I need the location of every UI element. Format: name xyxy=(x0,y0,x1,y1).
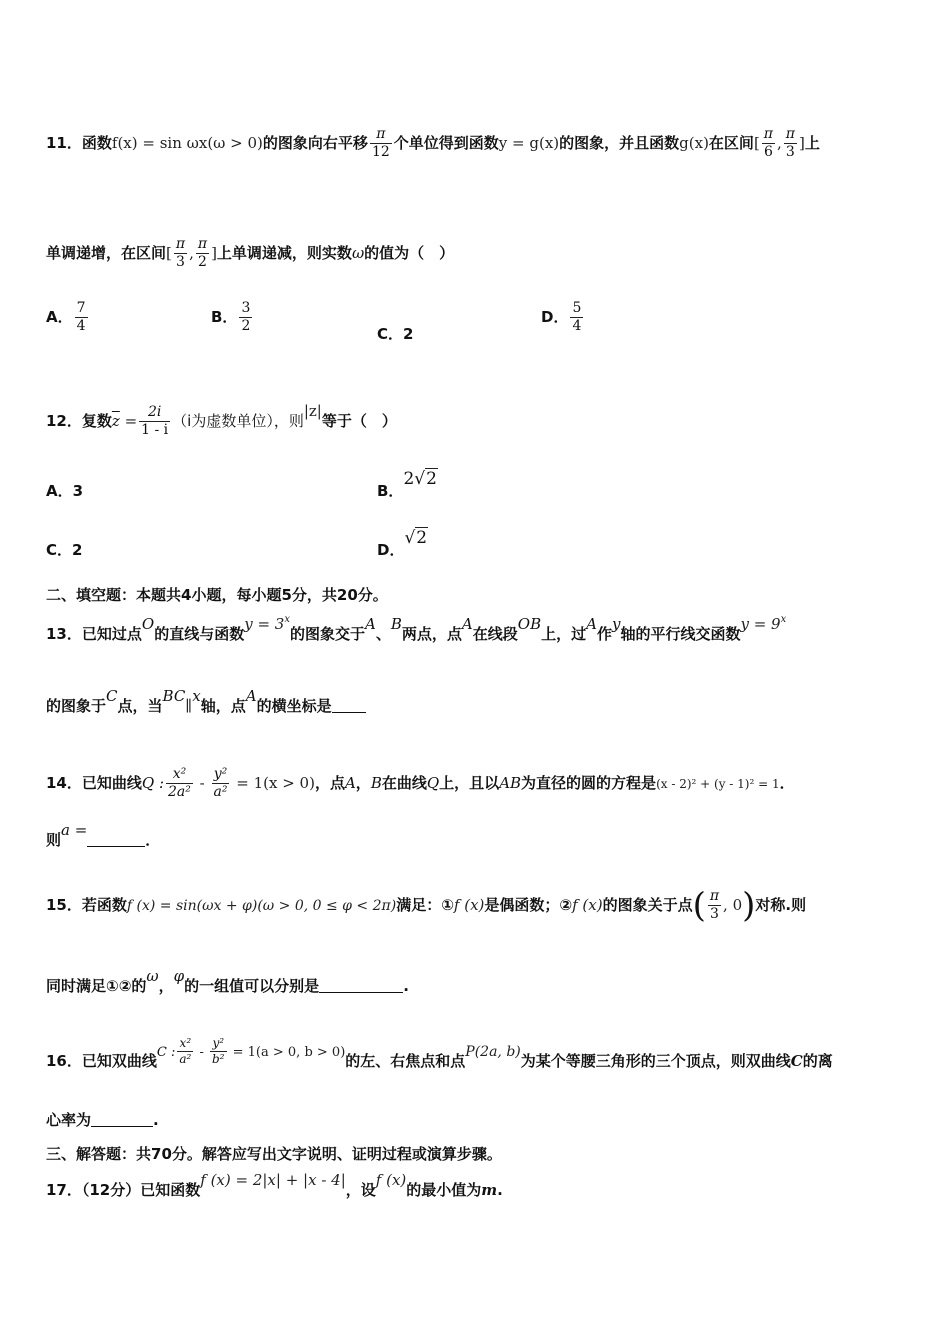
math-point-tail: , 0 xyxy=(723,896,743,914)
math-omega: ω xyxy=(351,244,365,262)
text: 的离 xyxy=(802,1052,833,1070)
math-f-x: f (x) xyxy=(453,896,485,914)
denominator: 4 xyxy=(76,318,86,334)
sqrt-expression: 2√2 xyxy=(403,469,437,489)
math-function-f: f (x) = sin(ωx + φ)(ω > 0, 0 ≤ φ < 2π) xyxy=(126,898,397,914)
q11-option-a[interactable] xyxy=(46,300,90,335)
math-curve-q: Q xyxy=(426,774,440,792)
math-minus: - xyxy=(194,774,210,792)
text: 函数 xyxy=(81,134,112,152)
text: 的图象，并且函数 xyxy=(559,134,680,152)
text: 上 xyxy=(804,134,820,152)
text: ． xyxy=(145,831,161,849)
fraction-y2 xyxy=(212,766,230,801)
text: . xyxy=(403,977,409,995)
text: 已知双曲线 xyxy=(81,1052,157,1070)
fraction-interval-b xyxy=(784,126,797,161)
text: 是偶函数；② xyxy=(484,896,573,914)
coefficient: 2 xyxy=(403,469,415,489)
answer-blank[interactable] xyxy=(91,1112,153,1127)
math-f-x: f (x) xyxy=(375,1171,407,1189)
text: . xyxy=(497,1181,503,1199)
denominator: 3 xyxy=(709,906,719,922)
text: ，设 xyxy=(345,1181,376,1199)
math-f-x: f (x) xyxy=(572,896,603,914)
denominator: 4 xyxy=(572,318,582,334)
text: 单调递增，在区间 xyxy=(46,244,167,262)
fraction-x2 xyxy=(177,1036,193,1067)
text: ， xyxy=(158,977,174,995)
fraction-shift xyxy=(370,126,392,161)
radicand: 2 xyxy=(416,528,428,548)
q12-option-c[interactable] xyxy=(46,539,82,560)
text: 复数 xyxy=(81,412,112,430)
math-curve-c: C : xyxy=(156,1045,176,1060)
text: （12分）已知函数 xyxy=(81,1181,201,1199)
math-point-a: A xyxy=(365,615,376,633)
math-point-a: A xyxy=(344,774,356,792)
text: 为某个等腰三角形的三个顶点，则双曲线 xyxy=(520,1052,791,1070)
math-point-a: A xyxy=(461,615,473,633)
text: 点，当 xyxy=(117,697,163,715)
q12-option-b[interactable] xyxy=(377,468,438,500)
text: 已知曲线 xyxy=(81,774,142,792)
option-fraction xyxy=(239,300,252,335)
text: 上，过 xyxy=(541,625,587,643)
text: 心率为 xyxy=(46,1111,92,1129)
option-label: A． xyxy=(46,482,73,500)
denominator: 3 xyxy=(785,144,795,160)
math-point-o: O xyxy=(141,615,155,633)
text: 作 xyxy=(596,625,612,643)
section-2-heading: 二、填空题：本题共4小题，每小题5分，共20分。 xyxy=(46,586,388,604)
option-text: 2 xyxy=(72,541,83,559)
text: 对称.则 xyxy=(755,896,807,914)
question-13-line-1 xyxy=(46,614,787,644)
text: 若函数 xyxy=(81,896,127,914)
question-number: 12． xyxy=(46,412,82,430)
math-m: m xyxy=(481,1181,498,1199)
denominator: 2 xyxy=(198,254,207,270)
fraction-pi-3 xyxy=(708,888,721,923)
math-point-c: C xyxy=(106,687,118,705)
numerator: π xyxy=(175,236,186,252)
text: . xyxy=(153,1111,159,1129)
text: 在曲线 xyxy=(381,774,427,792)
text: ，点 xyxy=(314,774,345,792)
math-segment-bc: BC xyxy=(162,687,186,705)
option-label: C． xyxy=(377,325,404,343)
question-14-line-2 xyxy=(46,821,161,850)
math-exponent: x xyxy=(284,614,290,625)
question-number: 13． xyxy=(46,625,82,643)
math-abs-z: |z| xyxy=(303,402,322,420)
numerator: π xyxy=(785,126,795,142)
option-fraction xyxy=(570,300,583,335)
text: 的一组值可以分别是 xyxy=(184,977,320,995)
denominator: 12 xyxy=(371,144,390,160)
text: ， xyxy=(355,774,371,792)
text: 满足：① xyxy=(396,896,454,914)
q12-option-a[interactable] xyxy=(46,480,83,501)
math-point-p: P(2a, b) xyxy=(465,1044,521,1060)
text: 等于（ ） xyxy=(321,412,397,430)
denominator: b² xyxy=(212,1052,225,1066)
math-hyperbola xyxy=(157,1036,345,1067)
math-exp-3x xyxy=(244,615,290,633)
math-point-b: B xyxy=(370,774,382,792)
radicand: 2 xyxy=(426,469,437,489)
math-point-a: A xyxy=(245,687,257,705)
text: 上，且以 xyxy=(439,774,500,792)
text: 在区间 xyxy=(708,134,754,152)
text: 的图象关于点 xyxy=(602,896,693,914)
question-14-line-1 xyxy=(46,766,795,801)
q11-option-c[interactable] xyxy=(377,323,413,344)
q11-option-d[interactable] xyxy=(541,300,585,335)
question-11-line-1: 11．函数f(x) = sin ωx(ω > 0)的图象向右平移 $\frac{\pi}{12}$ 个单位得到函数y = g(x)的图象，并且函数g(x)在区间[ $\frac{\pi}{6}$ , $\frac{\pi}{3}$ ]上 xyxy=(46,126,820,160)
text: 已知过点 xyxy=(81,625,142,643)
text: 为直径的圆的方程是 xyxy=(521,774,657,792)
section-3-heading: 三、解答题：共70分。解答应写出文字说明、证明过程或演算步骤。 xyxy=(46,1145,502,1163)
numerator: π xyxy=(709,888,720,904)
fraction-y2 xyxy=(210,1036,227,1067)
math-base: y = 3 xyxy=(244,615,285,633)
question-15-line-2 xyxy=(46,967,409,996)
numerator: π xyxy=(763,126,773,142)
question-number: 14． xyxy=(46,774,82,792)
fraction-x2 xyxy=(166,766,193,801)
fraction-interval2-a xyxy=(174,236,187,271)
numerator: π xyxy=(370,126,392,144)
text: 两点，点 xyxy=(401,625,462,643)
math-circle-equation: (x - 2)² + (y - 1)² = 1 xyxy=(656,777,780,791)
denominator: 2a² xyxy=(168,784,191,800)
fraction-interval2-b xyxy=(196,236,209,271)
text: 的图象交于 xyxy=(289,625,365,643)
math-minus: - xyxy=(195,1045,208,1060)
question-number: 15． xyxy=(46,896,82,914)
option-label: B． xyxy=(377,482,404,500)
numerator: 5 xyxy=(572,300,582,316)
question-number: 17． xyxy=(46,1181,82,1199)
fraction-interval-a xyxy=(762,126,775,161)
text: 的最小值为 xyxy=(406,1181,482,1199)
math-x: x xyxy=(192,687,201,705)
math-g: g(x) xyxy=(679,134,709,152)
numerator: y² xyxy=(212,766,230,784)
numerator: 2i xyxy=(139,404,170,422)
math-base: y = 9 xyxy=(740,615,781,633)
answer-blank[interactable] xyxy=(87,832,145,847)
option-label: D． xyxy=(377,541,405,559)
math-z-conjugate: $\overline{z}$ xyxy=(111,412,120,430)
math-segment-ab: AB xyxy=(499,774,522,792)
text: 轴，点 xyxy=(200,697,246,715)
text: ． xyxy=(779,774,795,792)
math-phi: φ xyxy=(173,967,185,985)
text: 的直线与函数 xyxy=(154,625,245,643)
text: 同时满足①②的 xyxy=(46,977,147,995)
option-text: 2 xyxy=(403,325,414,343)
math-y: y xyxy=(611,615,621,633)
question-15-line-1: 15．若函数f (x) = sin(ωx + φ)(ω > 0, 0 ≤ φ < 2π)满足：①f (x)是偶函数；②f (x)的图象关于点( $\frac{\pi}{3}$ , 0)对称.则 xyxy=(46,885,807,926)
math-a-equals: a = xyxy=(61,821,88,839)
math-parallel: ∥ xyxy=(185,697,193,715)
answer-blank[interactable] xyxy=(332,698,366,713)
sqrt-expression: √2 xyxy=(404,528,428,548)
question-13-line-2 xyxy=(46,687,366,716)
fraction-complex xyxy=(139,404,170,439)
question-number: 16． xyxy=(46,1052,82,1070)
text: 的横坐标是 xyxy=(256,697,332,715)
text: 在线段 xyxy=(472,625,518,643)
numerator: 3 xyxy=(241,300,251,316)
q12-option-d[interactable] xyxy=(377,527,428,559)
q11-option-b[interactable] xyxy=(211,300,254,335)
question-11-line-2: 单调递增，在区间[ $\frac{\pi}{3}$ , $\frac{\pi}{2}$ ]上单调递减，则实数ω的值为（ ） xyxy=(46,236,455,270)
text: 则 xyxy=(46,831,62,849)
denominator: 6 xyxy=(763,144,773,160)
denominator: 2 xyxy=(241,318,251,334)
denominator: 1 - i xyxy=(141,422,169,438)
denominator: 3 xyxy=(176,254,185,270)
text: 、 xyxy=(375,625,391,643)
math-function-f: f(x) = sin ωx(ω > 0) xyxy=(111,134,263,152)
math-equation-rest: = 1(a > 0, b > 0) xyxy=(228,1045,346,1060)
numerator: y² xyxy=(210,1036,227,1052)
question-12-line xyxy=(46,404,397,439)
text: （i为虚数单位），则 xyxy=(172,412,304,430)
math-function-g: y = g(x) xyxy=(498,134,560,152)
math-exponent: x xyxy=(780,614,787,625)
numerator: x² xyxy=(177,1036,193,1052)
math-curve-c: C xyxy=(790,1052,803,1070)
text: 个单位得到函数 xyxy=(393,134,499,152)
text: 的左、右焦点和点 xyxy=(345,1052,466,1070)
question-number: 11． xyxy=(46,134,82,152)
option-label: B． xyxy=(211,308,238,326)
option-fraction xyxy=(75,300,88,335)
math-exp-9x xyxy=(740,615,786,633)
text: 的图象于 xyxy=(46,697,107,715)
text: 的图象向右平移 xyxy=(262,134,368,152)
math-equation-rest: = 1(x > 0) xyxy=(231,774,315,792)
numerator: 7 xyxy=(76,300,86,316)
question-16-line-2 xyxy=(46,1110,159,1130)
option-label: A． xyxy=(46,308,73,326)
text: 的值为（ ） xyxy=(364,244,455,262)
math-point-b: B xyxy=(390,615,402,633)
denominator: a² xyxy=(179,1052,192,1066)
numerator: π xyxy=(197,236,208,252)
question-16-line-1 xyxy=(46,1036,833,1077)
math-equals: = xyxy=(119,412,138,430)
option-label: D． xyxy=(541,308,569,326)
option-label: C． xyxy=(46,541,73,559)
question-17-line xyxy=(46,1171,503,1200)
math-point-a: A xyxy=(586,615,597,633)
math-curve-q: Q : xyxy=(141,774,165,792)
math-function-f: f (x) = 2|x| + |x - 4| xyxy=(200,1171,346,1189)
text: 上单调递减，则实数 xyxy=(216,244,352,262)
text: 轴的平行线交函数 xyxy=(620,625,741,643)
math-segment-ob: OB xyxy=(517,615,542,633)
denominator: a² xyxy=(213,784,228,800)
numerator: x² xyxy=(166,766,193,784)
option-text: 3 xyxy=(72,482,84,500)
answer-blank[interactable] xyxy=(319,978,403,993)
math-omega: ω xyxy=(146,967,159,985)
